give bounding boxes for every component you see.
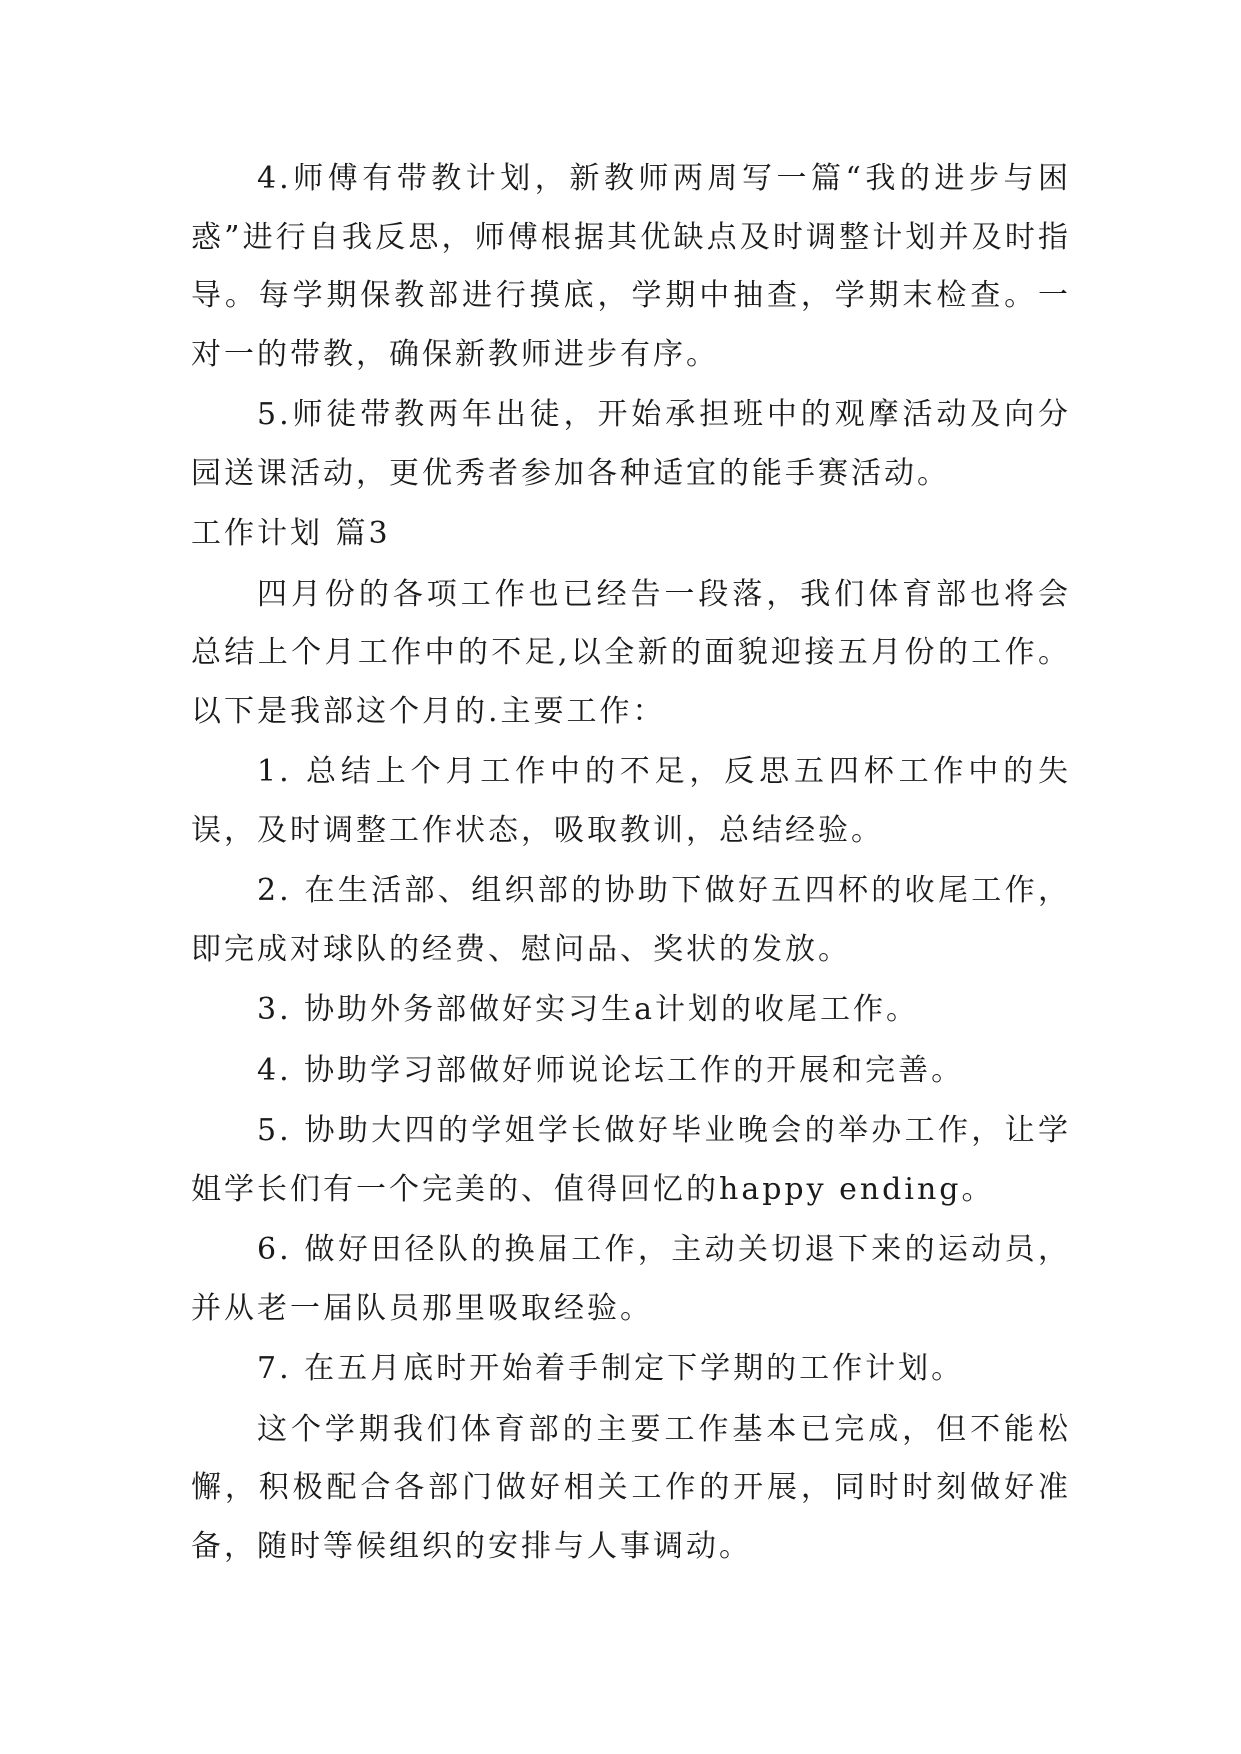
paragraph: 四月份的各项工作也已经告一段落，我们体育部也将会总结上个月工作中的不足,以全新的面貌迎接五月份的工作。以下是我部这个月的.主要工作：: [191, 576, 1071, 729]
list-item: 1. 总结上个月工作中的不足，反思五四杯工作中的失误，及时调整工作状态，吸取教训，总结经验。: [191, 754, 1071, 848]
list-item: 7. 在五月底时开始着手制定下学期的工作计划。: [257, 1351, 965, 1386]
section-title: 工作计划 篇3: [191, 516, 391, 551]
paragraph: 4.师傅有带教计划，新教师两周写一篇“我的进步与困惑”进行自我反思，师傅根据其优缺点及时调整计划并及时指导。每学期保教部进行摸底，学期中抽查，学期末检查。一对一的带教，确保新教师进步有序。: [191, 161, 1071, 372]
list-item: 4. 协助学习部做好师说论坛工作的开展和完善。: [257, 1052, 965, 1088]
document-page: [191, 150, 1071, 1578]
list-item: 2. 在生活部、组织部的协助下做好五四杯的收尾工作，即完成对球队的经费、慰问品、奖状的发放。: [191, 873, 1071, 967]
paragraph: 5.师徒带教两年出徒，开始承担班中的观摩活动及向分园送课活动，更优秀者参加各种适宜的能手赛活动。: [191, 397, 1071, 491]
list-item: 3. 协助外务部做好实习生a计划的收尾工作。: [257, 992, 920, 1027]
list-item: 6. 做好田径队的换届工作，主动关切退下来的运动员，并从老一届队员那里吸取经验。: [191, 1232, 1071, 1326]
list-item: 5. 协助大四的学姐学长做好毕业晚会的举办工作，让学姐学长们有一个完美的、值得回忆的happy ending。: [191, 1113, 1071, 1207]
paragraph: 这个学期我们体育部的主要工作基本已完成，但不能松懈，积极配合各部门做好相关工作的开展，同时时刻做好准备，随时等候组织的安排与人事调动。: [191, 1411, 1071, 1564]
